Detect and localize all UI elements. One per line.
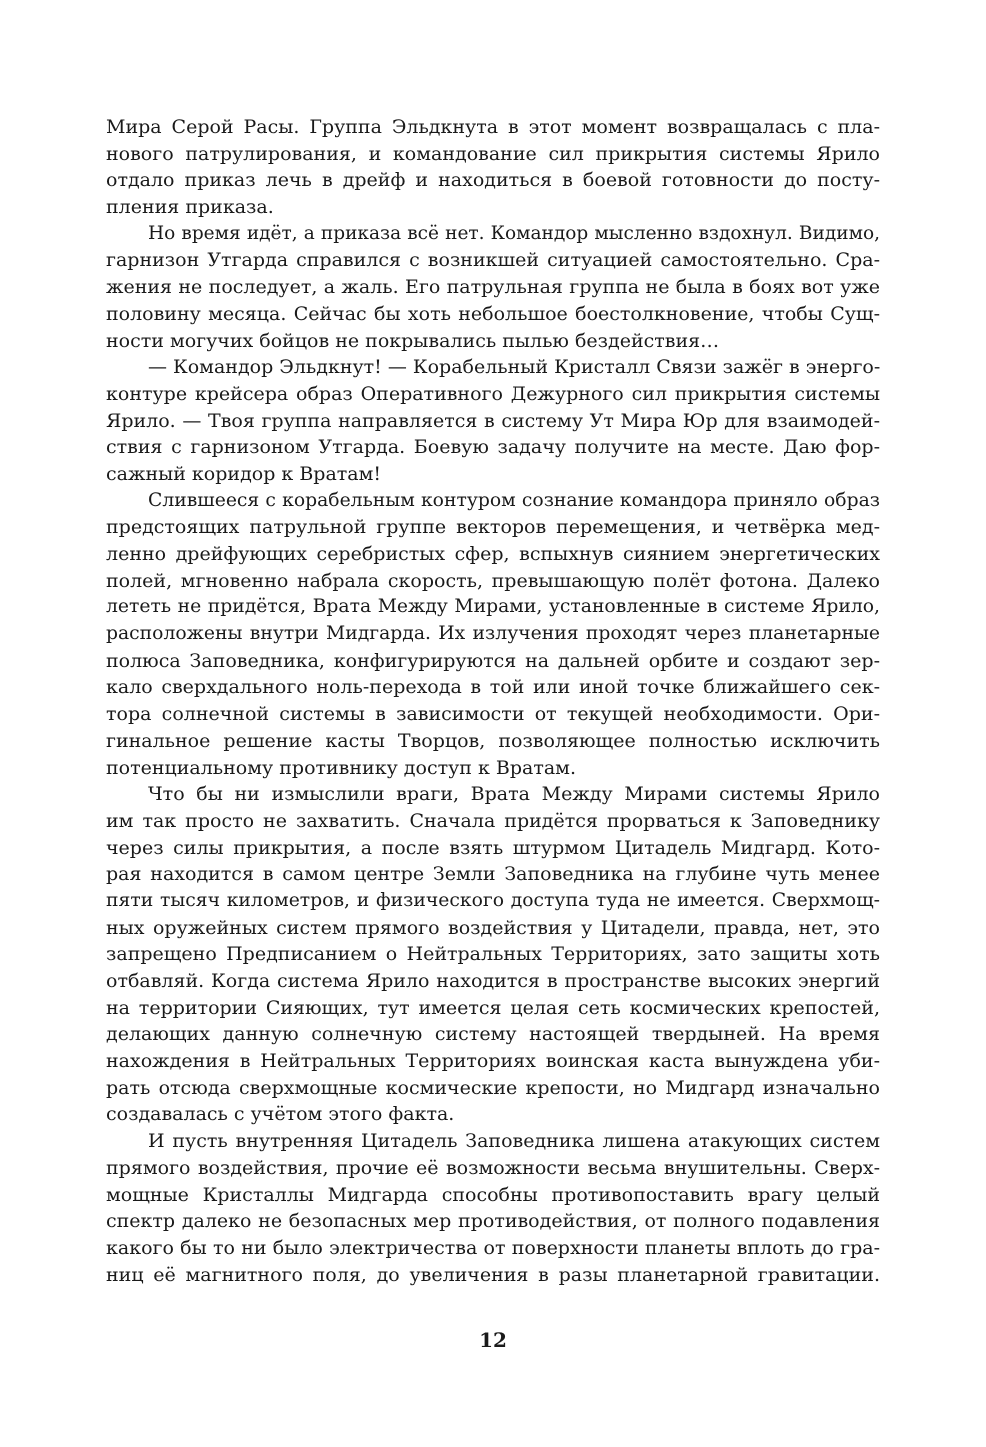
- text-line: Что бы ни измыслили враги, Врата Между Мирами системы Ярило: [148, 783, 880, 806]
- text-line: ности могучих бойцов не покрывались пылью бездействия…: [106, 329, 720, 352]
- text-line: гинальное решение касты Творцов, позволяющее полностью исключить: [106, 729, 880, 752]
- text-line: кало сверхдального ноль-перехода в той или иной точке ближайшего сек-: [106, 676, 880, 699]
- text-line: Ярило. — Твоя группа направляется в систему Ут Мира Юр для взаимодей-: [106, 409, 880, 432]
- text-line: полюса Заповедника, конфигурируются на дальней орбите и создают зер-: [106, 649, 880, 672]
- text-line: расположены внутри Мидгарда. Их излучения проходят через планетарные: [106, 623, 880, 645]
- text-line: половину месяца. Сейчас бы хоть небольшое боестолкновение, чтобы Сущ-: [106, 302, 880, 325]
- text-line: Но время идёт, а приказа всё нет. Командор мысленно вздохнул. Видимо,: [148, 222, 880, 244]
- text-line: потенциальному противнику доступ к Вратам.: [106, 756, 576, 779]
- text-line: спектр далеко не безопасных мер противодействия, от полного подавления: [106, 1210, 880, 1233]
- text-line: ствия с гарнизоном Утгарда. Боевую задачу получите на месте. Даю фор-: [106, 436, 880, 459]
- text-line: нахождения в Нейтральных Территориях воинская каста вынуждена уби-: [106, 1050, 880, 1073]
- text-line: ных оружейных систем прямого воздействия у Цитадели, правда, нет, это: [106, 916, 880, 939]
- text-line: отбавляй. Когда система Ярило находится в пространстве высоких энергий: [106, 970, 880, 992]
- text-line: контуре крейсера образ Оперативного Дежурного сил прикрытия системы: [106, 382, 880, 405]
- text-line: предстоящих патрульной группе векторов перемещения, и четвёрка мед-: [106, 516, 880, 539]
- text-line: ниц её магнитного поля, до увеличения в разы планетарной гравитации.: [106, 1263, 880, 1286]
- body-text: [106, 114, 880, 1288]
- text-line: Слившееся с корабельным контуром сознание командора приняло образ: [148, 489, 880, 511]
- text-line: через силы прикрытия, а после взять штурмом Цитадель Мидгард. Кото-: [106, 836, 880, 859]
- text-line: создавалась с учётом этого факта.: [106, 1103, 455, 1126]
- text-line: лететь не придётся, Врата Между Мирами, установленные в системе Ярило,: [106, 596, 880, 618]
- text-line: — Командор Эльдкнут! — Корабельный Кристалл Связи зажёг в энерго-: [148, 356, 880, 379]
- text-line: тора солнечной системы в зависимости от текущей необходимости. Ори-: [106, 703, 880, 726]
- text-line: запрещено Предписанием о Нейтральных Территориях, зато защиты хоть: [106, 943, 880, 966]
- text-line: отдало приказ лечь в дрейф и находиться в боевой готовности до посту-: [106, 169, 880, 192]
- text-line: им так просто не захватить. Сначала придётся прорваться к Заповеднику: [106, 809, 880, 832]
- text-line: пяти тысяч километров, и физического доступа туда не имеется. Сверхмощ-: [106, 889, 880, 911]
- text-line: И пусть внутренняя Цитадель Заповедника лишена атакующих систем: [148, 1130, 880, 1153]
- text-line: прямого воздействия, прочие её возможности весьма внушительны. Сверх-: [106, 1156, 880, 1179]
- text-line: ленно дрейфующих серебристых сфер, вспыхнув сиянием энергетических: [106, 543, 880, 565]
- text-line: рая находится в самом центре Земли Заповедника на глубине чуть менее: [106, 863, 880, 886]
- text-line: на территории Сияющих, тут имеется целая сеть космических крепостей,: [106, 996, 880, 1019]
- text-line: какого бы то ни было электричества от поверхности планеты вплоть до гра-: [106, 1236, 880, 1259]
- text-line: жения не последует, а жаль. Его патрульная группа не была в боях вот уже: [106, 276, 880, 299]
- text-line: мощные Кристаллы Мидгарда способны противопоставить врагу целый: [106, 1183, 880, 1206]
- text-line: Мира Серой Расы. Группа Эльдкнута в этот момент возвращалась с пла-: [106, 116, 880, 138]
- page-number: 12: [479, 1328, 507, 1352]
- text-line: рать отсюда сверхмощные космические крепости, но Мидгард изначально: [106, 1076, 880, 1099]
- text-line: сажный коридор к Вратам!: [106, 462, 382, 485]
- text-line: делающих данную солнечную систему настоящей твердыней. На время: [106, 1023, 880, 1046]
- text-line: полей, мгновенно набрала скорость, превышающую полёт фотона. Далеко: [106, 569, 880, 592]
- text-line: нового патрулирования, и командование сил прикрытия системы Ярило: [106, 142, 880, 165]
- text-line: гарнизон Утгарда справился с возникшей ситуацией самостоятельно. Сра-: [106, 249, 880, 272]
- text-line: пления приказа.: [106, 196, 274, 219]
